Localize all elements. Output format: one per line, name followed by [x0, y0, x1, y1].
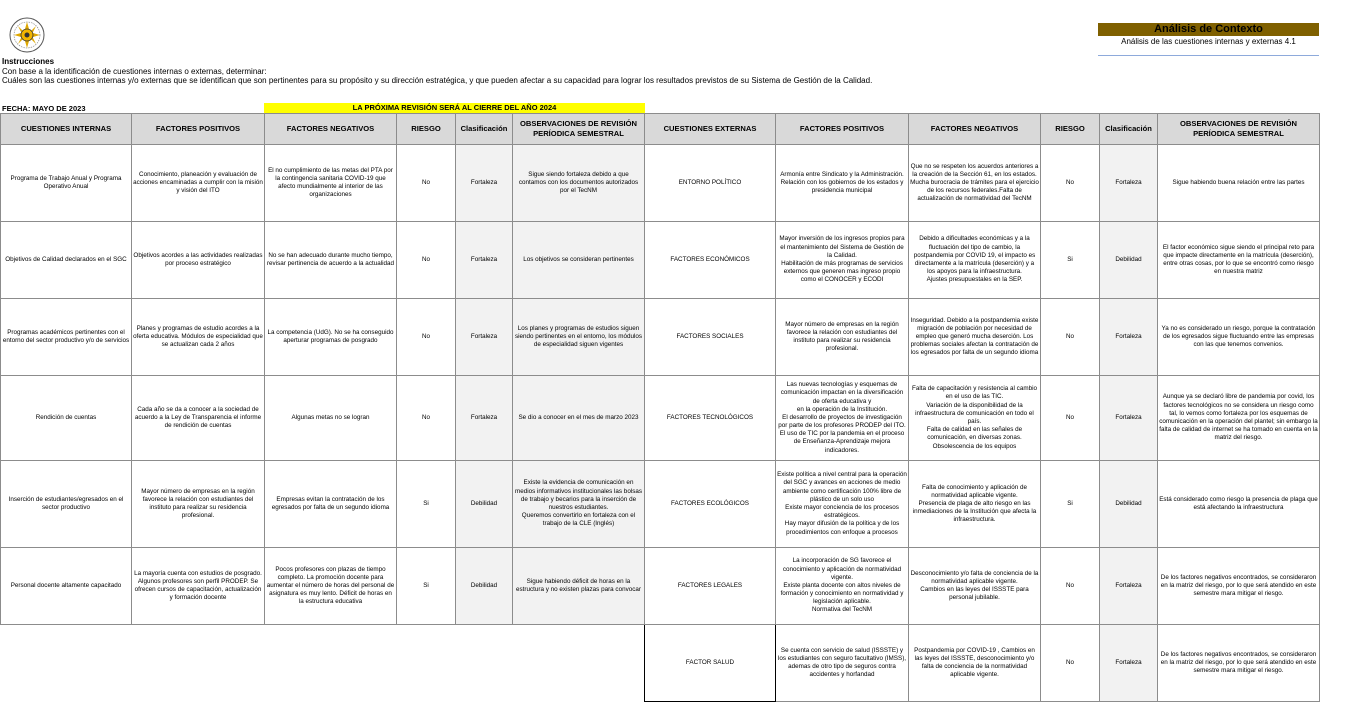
- column-header: FACTORES POSITIVOS: [132, 114, 265, 145]
- column-header: FACTORES POSITIVOS: [776, 114, 909, 145]
- internal-negative-cell: La competencia (UdG). No se ha conseguido aperturar programas de posgrado: [265, 299, 397, 376]
- column-header: Clasificación: [1100, 114, 1158, 145]
- external-risk-cell: No: [1041, 299, 1100, 376]
- external-positive-cell: Mayor número de empresas en la región favorece la relación con estudiantes del instituto para realizar su residencia profesional.: [776, 299, 909, 376]
- external-observation-cell: De los factores negativos encontrados, se consideraron en la matriz del riesgo, por lo que será atendido en este semestre mara mitigar el riesgo.: [1158, 548, 1320, 625]
- table-row: [1, 145, 1320, 222]
- external-classification-cell: Fortaleza: [1100, 625, 1158, 702]
- external-observation-cell: Está considerado como riesgo la presencia de plaga que está afectando la infraestructura: [1158, 461, 1320, 548]
- internal-observation-cell: Existe la evidencia de comunicación en medios informativos institucionales las bolsas de trabajo y becarios para la inserción de nuestros estudiantes. Queremos convertirlo en fortaleza con el trabajo de la CLE (Inglés): [513, 461, 645, 548]
- external-observation-cell: Ya no es considerado un riesgo, porque la contratación de los egresados sigue fluctuando entre las empresas con las que tenemos convenios.: [1158, 299, 1320, 376]
- external-classification-cell: Debilidad: [1100, 461, 1158, 548]
- column-header: FACTORES NEGATIVOS: [265, 114, 397, 145]
- instructions-line-2: Cuáles son las cuestiones internas y/o externas que se identifican que son pertinentes para su propósito y su dirección estratégica, y que pueden afectar a su capacidad para lograr los resultados previstos de su Sistema de Gestión de la Calidad.: [2, 76, 873, 85]
- external-observation-cell: El factor económico sigue siendo el principal reto para que impacte directamente en la matrícula (deserción), entre otras cosas, por lo que se encontró como riesgo en nuestra matriz: [1158, 222, 1320, 299]
- external-negative-cell: Inseguridad. Debido a la postpandemia existe migración de población por necesidad de empleo que generó mucha deserción. Los problemas sociales afectan la contratación de los egresados por falta de un segundo idioma: [909, 299, 1041, 376]
- internal-positive-cell: Conocimiento, planeación y evaluación de acciones encaminadas a cumplir con la misión y visión del ITO: [132, 145, 265, 222]
- internal-risk-cell: No: [397, 299, 456, 376]
- column-header: Clasificación: [456, 114, 513, 145]
- column-header: OBSERVACIONES DE REVISIÓN PERÍODICA SEMESTRAL: [1158, 114, 1320, 145]
- external-risk-cell: No: [1041, 548, 1100, 625]
- external-observation-cell: De los factores negativos encontrados, se consideraron en la matriz del riesgo, por lo que será atendido en este semestre mara mitigar el riesgo.: [1158, 625, 1320, 702]
- external-positive-cell: Mayor inversión de los ingresos propios para el mantenimiento del Sistema de Gestión de la Calidad. Habilitación de más programas de servicios externos que generen mas ingreso propio como el CONOCER y ECODI: [776, 222, 909, 299]
- instructions-heading: Instrucciones: [2, 57, 55, 66]
- external-classification-cell: Debilidad: [1100, 222, 1158, 299]
- external-positive-cell: Armonía entre Sindicato y la Administración. Relación con los gobiernos de los estados y presidencia municipal: [776, 145, 909, 222]
- internal-positive-cell: La mayoría cuenta con estudios de posgrado. Algunos profesores son perfil PRODEP. Se ofrecen cursos de capacitación, actualización y formación docente: [132, 548, 265, 625]
- external-negative-cell: Que no se respeten los acuerdos anteriores a la creación de la Sección 61, en los estados. Mucha burocracia de trámites para el ejercicio de los recursos federales.Falta de actualización de normatividad del TecNM: [909, 145, 1041, 222]
- column-header: CUESTIONES EXTERNAS: [645, 114, 776, 145]
- internal-risk-cell: No: [397, 145, 456, 222]
- internal-classification-cell: Debilidad: [456, 548, 513, 625]
- internal-risk-cell: Si: [397, 548, 456, 625]
- table-row: [1, 376, 1320, 461]
- internal-positive-cell: Objetivos acordes a las actividades realizadas por proceso estratégico: [132, 222, 265, 299]
- external-classification-cell: Fortaleza: [1100, 548, 1158, 625]
- table-row: [1, 548, 1320, 625]
- external-issue-cell: FACTORES LEGALES: [645, 548, 776, 625]
- instructions-line-1: Con base a la identificación de cuestiones internas o externas, determinar:: [2, 67, 267, 76]
- internal-issue-cell: Objetivos de Calidad declarados en el SGC: [1, 222, 132, 299]
- external-issue-cell: FACTORES TECNOLÓGICOS: [645, 376, 776, 461]
- internal-negative-cell: Empresas evitan la contratación de los egresados por falta de un segundo idioma: [265, 461, 397, 548]
- internal-issue-cell: Programa de Trabajo Anual y Programa Operativo Anual: [1, 145, 132, 222]
- empty-area: [1, 625, 645, 702]
- internal-positive-cell: Mayor número de empresas en la región favorece la relación con estudiantes del instituto para realizar su residencia profesional.: [132, 461, 265, 548]
- table-row: [1, 625, 1320, 702]
- column-header: RIESGO: [397, 114, 456, 145]
- internal-observation-cell: Los planes y programas de estudios siguen siendo pertinentes en el entorno, los módulos de especialidad siguen vigentes: [513, 299, 645, 376]
- context-title: Análisis de Contexto: [1098, 23, 1319, 36]
- external-negative-cell: Falta de conocimiento y aplicación de normatividad aplicable vigente. Presencia de plaga de alto riesgo en las inmediaciones de la Institución que afecta la infraestructura.: [909, 461, 1041, 548]
- internal-issue-cell: Programas académicos pertinentes con el entorno del sector productivo y/o de servicios: [1, 299, 132, 376]
- internal-classification-cell: Fortaleza: [456, 222, 513, 299]
- column-header: FACTORES NEGATIVOS: [909, 114, 1041, 145]
- internal-positive-cell: Cada año se da a conocer a la sociedad de acuerdo a la Ley de Transparencia el informe de rendición de cuentas: [132, 376, 265, 461]
- internal-issue-cell: Personal docente altamente capacitado: [1, 548, 132, 625]
- header-row: [1, 114, 1320, 145]
- column-header: CUESTIONES INTERNAS: [1, 114, 132, 145]
- external-risk-cell: No: [1041, 145, 1100, 222]
- institution-seal-icon: [8, 16, 46, 54]
- external-negative-cell: Desconocimiento y/o falta de conciencia de la normatividad aplicable vigente. Cambios en las leyes del ISSSTE para personal jubilable.: [909, 548, 1041, 625]
- external-observation-cell: Sigue habiendo buena relación entre las partes: [1158, 145, 1320, 222]
- internal-issue-cell: Inserción de estudiantes/egresados en el sector productivo: [1, 461, 132, 548]
- external-classification-cell: Fortaleza: [1100, 145, 1158, 222]
- external-risk-cell: Si: [1041, 222, 1100, 299]
- internal-negative-cell: Algunas metas no se logran: [265, 376, 397, 461]
- table-row: [1, 299, 1320, 376]
- internal-classification-cell: Debilidad: [456, 461, 513, 548]
- external-observation-cell: Aunque ya se declaró libre de pandemia por covid, los factores tecnológicos no se considera un riesgo como tal, lo vemos como fortaleza por los esquemas de comunicación en la operación del plantel; sin embargo la falta de calidad de internet se ha tomado en cuenta en la matriz del riesgo.: [1158, 376, 1320, 461]
- external-positive-cell: Las nuevas tecnologías y esquemas de comunicación impactan en la diversificación de oferta educativa y en la operación de la Institución. El desarrollo de proyectos de investigación por parte de los profesores PRODEP del ITO. El uso de TIC por la pandemia en el proceso de Enseñanza-Aprendizaje mejora indicadores.: [776, 376, 909, 461]
- internal-risk-cell: No: [397, 222, 456, 299]
- external-risk-cell: Si: [1041, 461, 1100, 548]
- internal-risk-cell: No: [397, 376, 456, 461]
- external-classification-cell: Fortaleza: [1100, 299, 1158, 376]
- external-negative-cell: Falta de capacitación y resistencia al cambio en el uso de las TIC. Variación de la disponibilidad de la infraestructura de comunicación en todo el país. Falta de calidad en las señales de comunicación, en diversas zonas. Obsolescencia de los equipos: [909, 376, 1041, 461]
- internal-issue-cell: Rendición de cuentas: [1, 376, 132, 461]
- external-issue-cell: FACTORES ECOLÓGICOS: [645, 461, 776, 548]
- table-row: [1, 222, 1320, 299]
- internal-positive-cell: Planes y programas de estudio acordes a la oferta educativa. Módulos de especialidad que se actualizan cada 2 años: [132, 299, 265, 376]
- context-matrix: [0, 113, 1320, 702]
- column-header: OBSERVACIONES DE REVISIÓN PERÍODICA SEMESTRAL: [513, 114, 645, 145]
- external-negative-cell: Debido a dificultades económicas y a la fluctuación del tipo de cambio, la postpandemia por COVID 19, el impacto es directamente a la matrícula (deserción) y a los apoyos para la infraestructura. Ajustes presupuestales en la SEP.: [909, 222, 1041, 299]
- internal-risk-cell: Si: [397, 461, 456, 548]
- internal-negative-cell: No se han adecuado durante mucho tiempo, revisar pertinencia de acuerdo a la actualidad: [265, 222, 397, 299]
- internal-classification-cell: Fortaleza: [456, 376, 513, 461]
- internal-observation-cell: Sigue habiendo déficit de horas en la estructura y no existen plazas para convocar: [513, 548, 645, 625]
- external-positive-cell: Existe política a nivel central para la operación del SGC y avances en acciones de medio ambiente como certificación 100% libre de plástico de un solo uso Existe mayor conciencia de los procesos estratégicos. Hay mayor difusión de la política y de los procedimientos con enfoque a procesos: [776, 461, 909, 548]
- date-label: FECHA: MAYO DE 2023: [2, 104, 86, 113]
- external-classification-cell: Fortaleza: [1100, 376, 1158, 461]
- external-issue-cell: ENTORNO POLÍTICO: [645, 145, 776, 222]
- external-positive-cell: La incorporación de SG favorece el conocimiento y aplicación de normatividad vigente. Existe planta docente con altos niveles de formación y conocimiento en normatividad y legislación aplicable. Normativa del TecNM: [776, 548, 909, 625]
- internal-observation-cell: Sigue siendo fortaleza debido a que contamos con los documentos autorizados por el TecNM: [513, 145, 645, 222]
- internal-classification-cell: Fortaleza: [456, 299, 513, 376]
- next-review-banner: LA PRÓXIMA REVISIÓN SERÁ AL CIERRE DEL AÑO 2024: [264, 103, 645, 113]
- external-risk-cell: No: [1041, 376, 1100, 461]
- internal-classification-cell: Fortaleza: [456, 145, 513, 222]
- external-risk-cell: No: [1041, 625, 1100, 702]
- external-issue-cell: FACTOR SALUD: [645, 625, 776, 702]
- external-issue-cell: FACTORES SOCIALES: [645, 299, 776, 376]
- column-header: RIESGO: [1041, 114, 1100, 145]
- internal-negative-cell: El no cumplimiento de las metas del PTA por la contingencia sanitaria COVID-19 que afecto mundialmente al interior de las organizaciones: [265, 145, 397, 222]
- external-issue-cell: FACTORES ECONÓMICOS: [645, 222, 776, 299]
- title-underline: [1098, 55, 1319, 56]
- context-subtitle: Análisis de las cuestiones internas y externas 4.1: [1121, 37, 1296, 46]
- external-positive-cell: Se cuenta con servicio de salud (ISSSTE) y los estudiantes con seguro facultativo (IMSS), ademas de otro tipo de seguros contra accidentes y horfandad: [776, 625, 909, 702]
- internal-observation-cell: Los objetivos se consideran pertinentes: [513, 222, 645, 299]
- internal-negative-cell: Pocos profesores con plazas de tiempo completo. La promoción docente para aumentar el número de horas del personal de asignatura es muy lento. Déficit de horas en la estructura educativa: [265, 548, 397, 625]
- external-negative-cell: Postpandemia por COVID-19 , Cambios en las leyes del ISSSTE, desconocimiento y/o falta de conciencia de la normatividad aplicable vigente.: [909, 625, 1041, 702]
- table-row: [1, 461, 1320, 548]
- internal-observation-cell: Se dio a conocer en el mes de marzo 2023: [513, 376, 645, 461]
